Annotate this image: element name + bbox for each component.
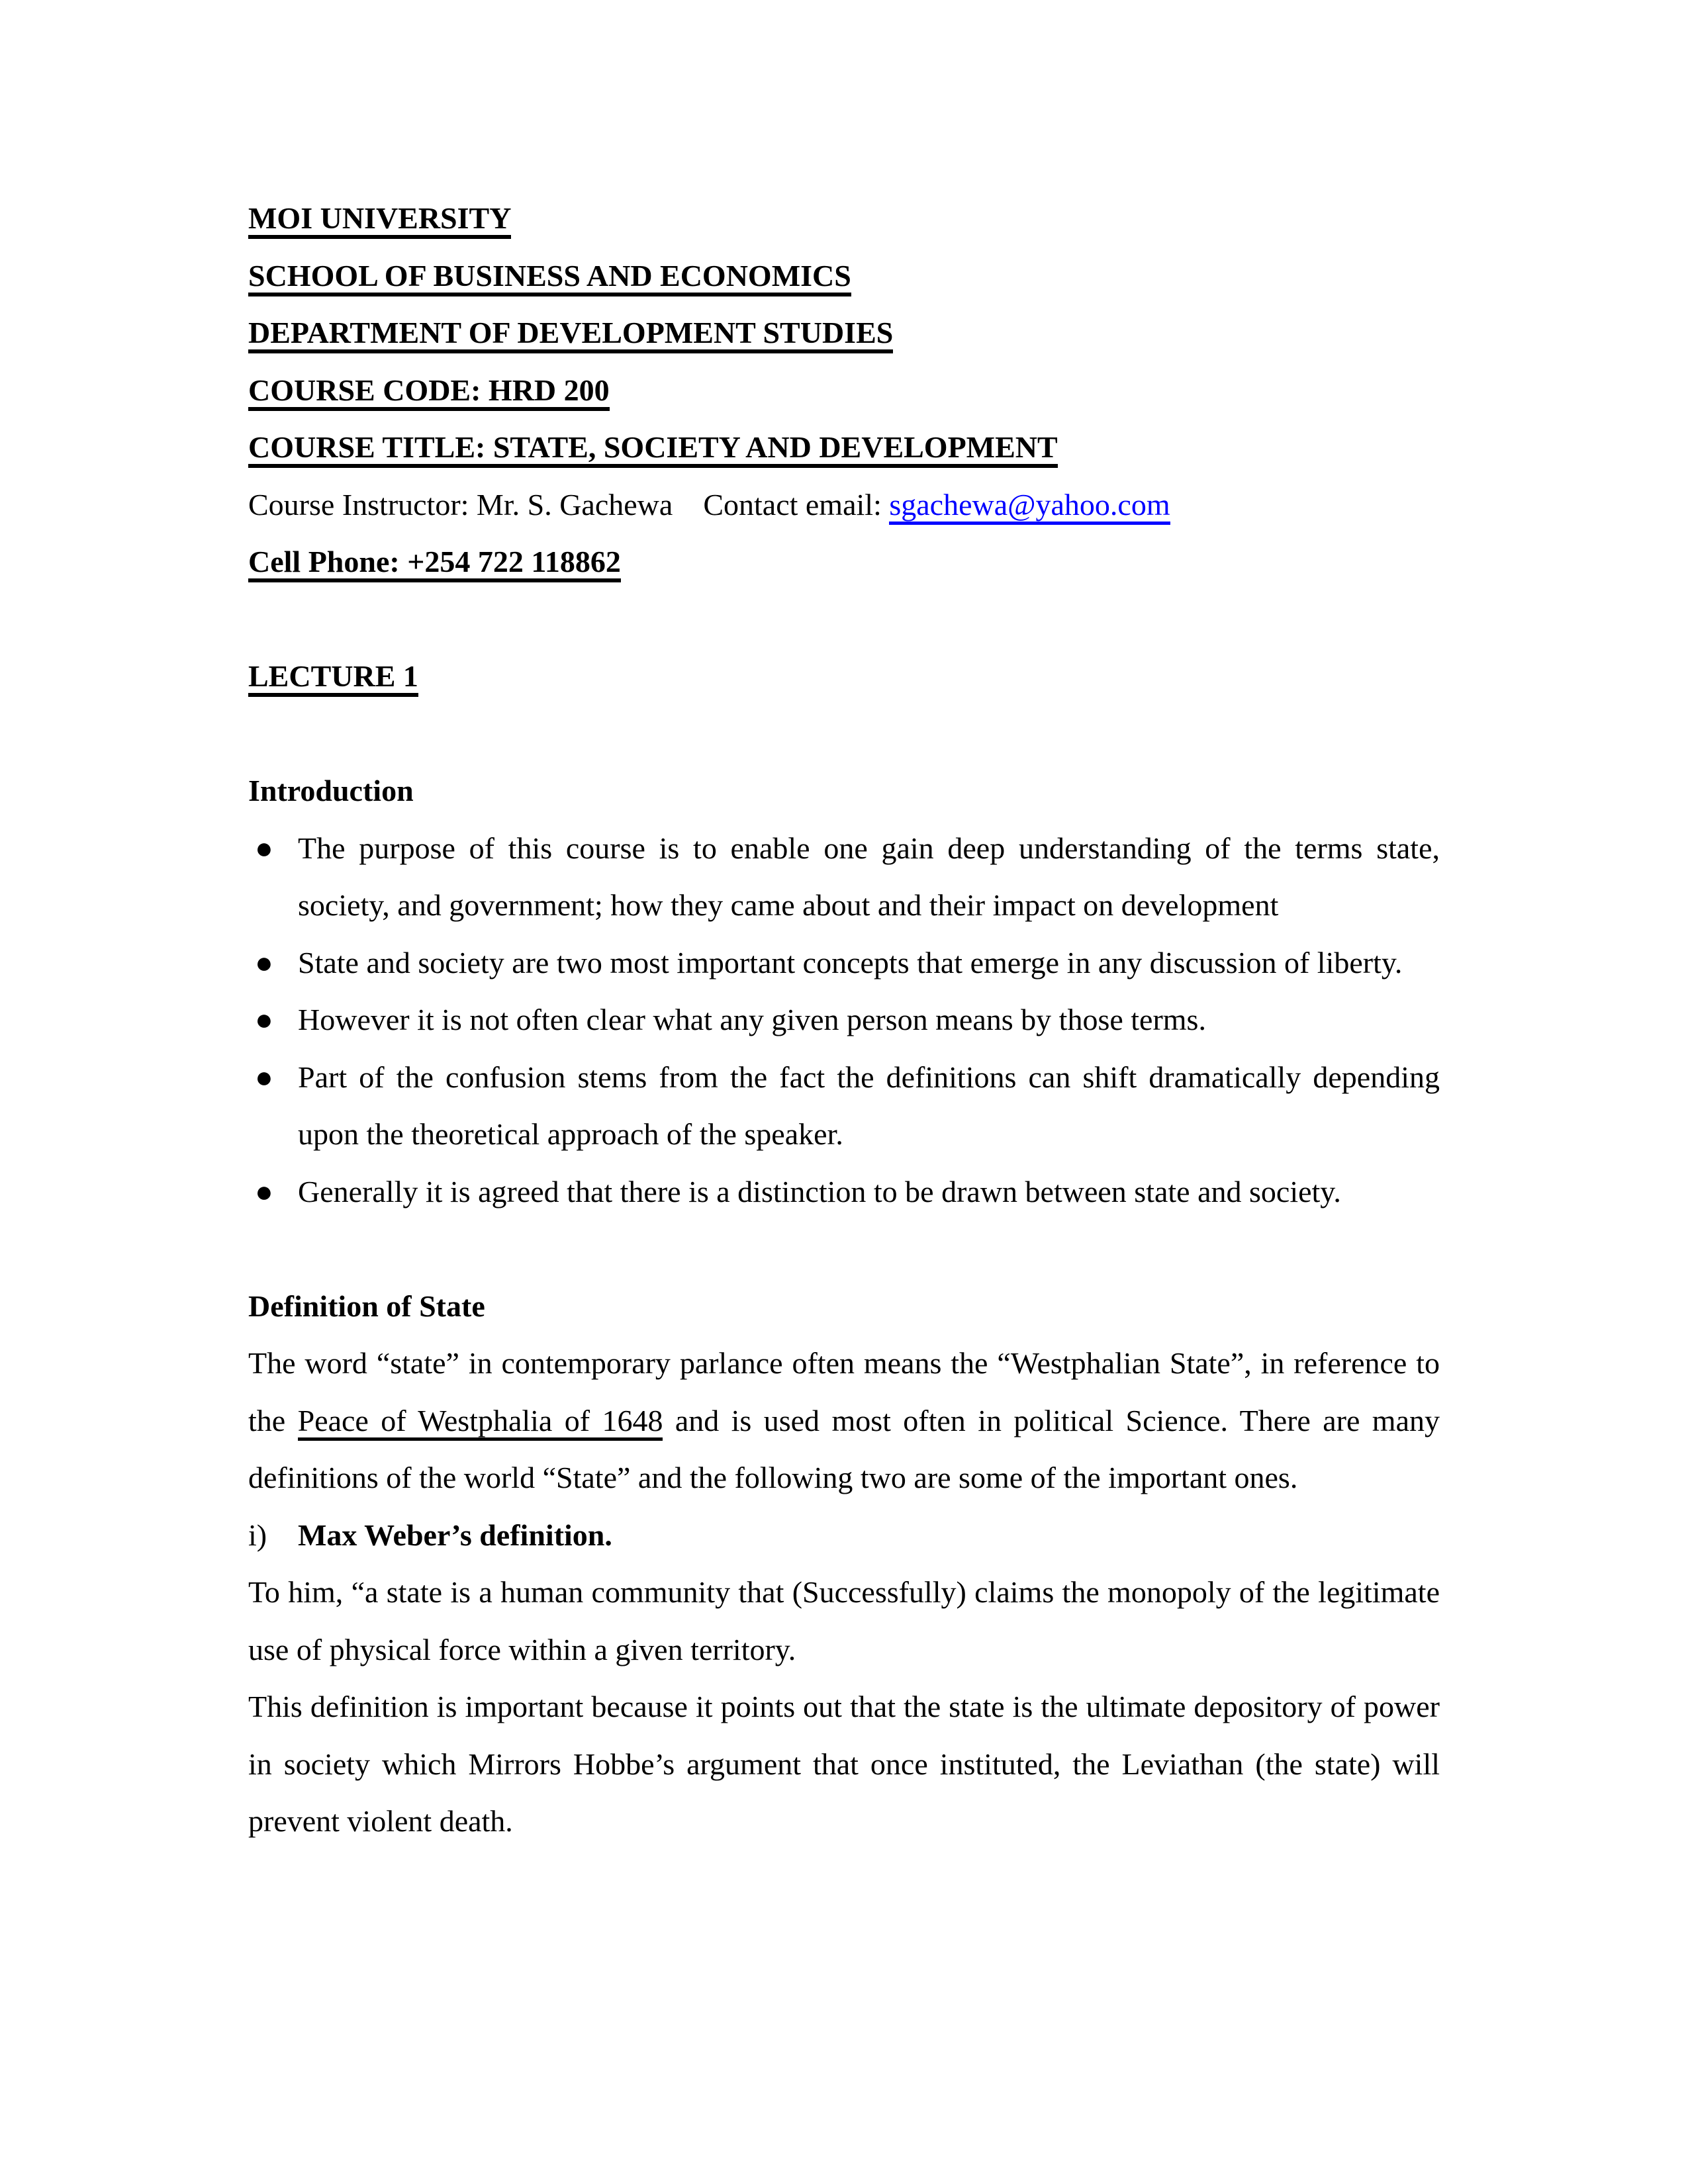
course-title: COURSE TITLE: STATE, SOCIETY AND DEVELOPMENT <box>248 430 1058 468</box>
definition-text-after-link: and is used most often in political Science. There are many definitions of the world “State” and the following two are some of the important ones. <box>248 1403 1440 1494</box>
introduction-bullet-list <box>248 820 1440 1221</box>
weber-heading: Max Weber’s definition. <box>298 1518 612 1552</box>
bullet-item <box>248 1163 1440 1221</box>
peace-of-westphalia-underlined-text: Peace of Westphalia of 1648 <box>298 1404 663 1441</box>
lecture-title: LECTURE 1 <box>248 659 418 697</box>
bullet-icon: ● <box>255 1060 273 1094</box>
department-name: DEPARTMENT OF DEVELOPMENT STUDIES <box>248 316 893 353</box>
definition-heading-line <box>248 1278 1440 1336</box>
cell-phone: Cell Phone: +254 722 118862 <box>248 545 621 582</box>
header-school-line <box>248 248 1440 305</box>
lecture-title-line <box>248 648 1440 705</box>
university-name: MOI UNIVERSITY <box>248 201 511 239</box>
bullet-text: Part of the confusion stems from the fact the definitions can shift dramatically depending upon the theoretical approach of the speaker. <box>298 1060 1440 1151</box>
instructor-name: Course Instructor: Mr. S. Gachewa <box>248 487 673 522</box>
weber-importance-paragraph: This definition is important because it points out that the state is the ultimate depository of power in society which Mirrors Hobbe’s argument that once instituted, the Leviathan (the state) will prevent violent death. <box>248 1690 1440 1838</box>
bullet-text: State and society are two most important concepts that emerge in any discussion of liberty. <box>298 945 1403 979</box>
school-name: SCHOOL OF BUSINESS AND ECONOMICS <box>248 259 851 296</box>
bullet-icon: ● <box>255 1003 273 1036</box>
bullet-text: The purpose of this course is to enable one gain deep understanding of the terms state, society, and government; how they came about and their impact on development <box>298 831 1440 922</box>
definition-paragraph <box>248 1335 1440 1507</box>
course-code: COURSE CODE: HRD 200 <box>248 373 610 411</box>
list-numeral: i) <box>248 1518 267 1552</box>
contact-email-link[interactable]: sgachewa@yahoo.com <box>889 488 1170 525</box>
definition-text-before-link: The word “state” in contemporary parlance often means the “Westphalian State”, in reference to the <box>248 1346 1440 1437</box>
weber-definition-paragraph: To him, “a state is a human community that (Successfully) claims the monopoly of the legitimate use of physical force within a given territory. <box>248 1575 1440 1666</box>
bullet-item <box>248 991 1440 1049</box>
blank-line <box>248 591 1440 649</box>
bullet-icon: ● <box>255 831 273 865</box>
bullet-item <box>248 820 1440 934</box>
bullet-item <box>248 934 1440 992</box>
bullet-text: However it is not often clear what any given person means by those terms. <box>298 1003 1206 1036</box>
weber-heading-line <box>248 1507 1440 1565</box>
introduction-heading: Introduction <box>248 774 414 807</box>
header-course-code-line <box>248 362 1440 420</box>
definition-heading: Definition of State <box>248 1289 485 1323</box>
header-department-line <box>248 304 1440 362</box>
instructor-contact-line <box>248 477 1440 534</box>
introduction-heading-line <box>248 762 1440 820</box>
header-university-line <box>248 190 1440 248</box>
blank-line <box>248 1220 1440 1278</box>
blank-line <box>248 705 1440 763</box>
bullet-item <box>248 1049 1440 1163</box>
bullet-icon: ● <box>255 1174 273 1208</box>
bullet-icon: ● <box>255 945 273 979</box>
cell-phone-line <box>248 533 1440 591</box>
header-course-title-line <box>248 419 1440 477</box>
bullet-text: Generally it is agreed that there is a distinction to be drawn between state and society. <box>298 1174 1341 1208</box>
contact-email-label: Contact email: <box>703 487 882 522</box>
